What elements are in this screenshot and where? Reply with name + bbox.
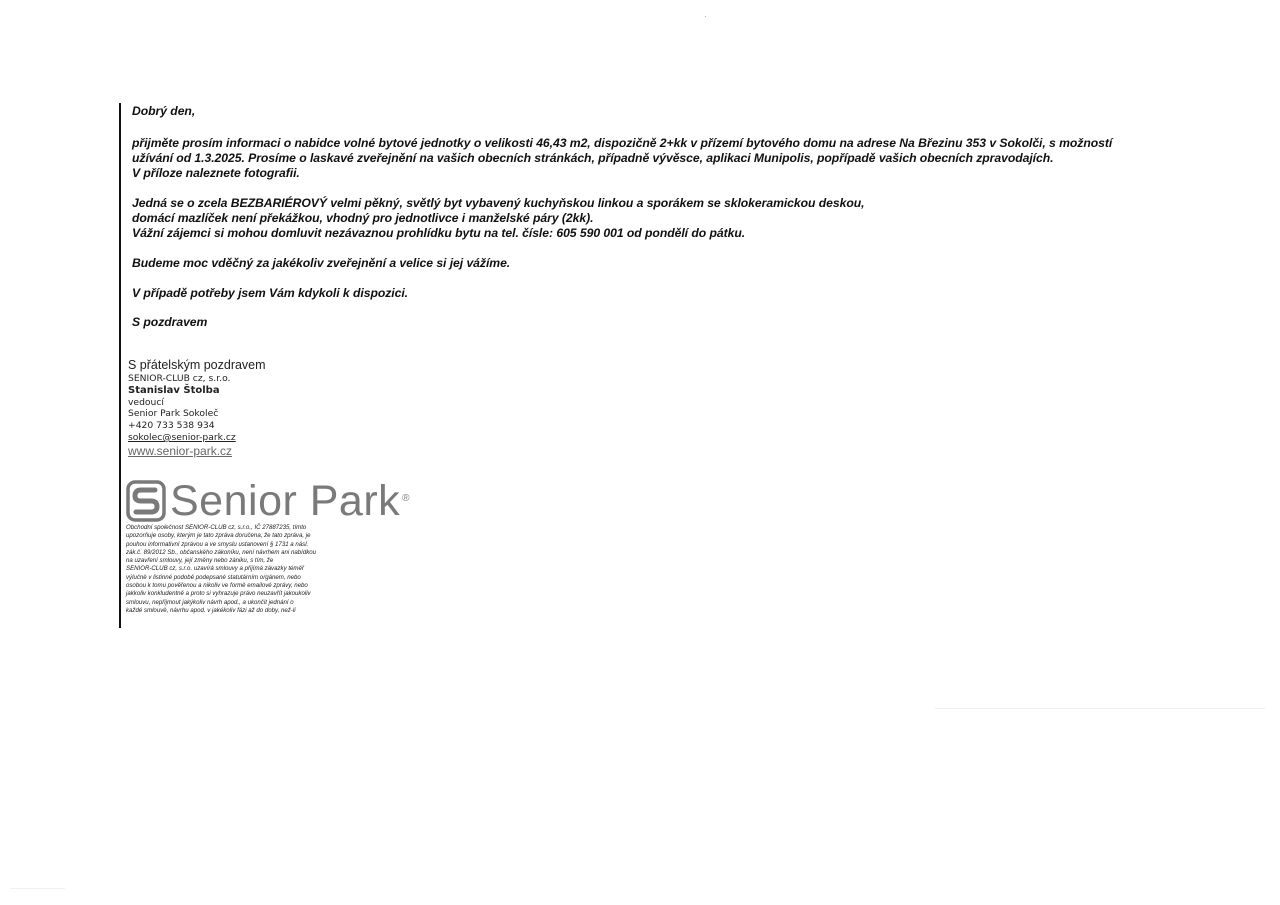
paragraph-availability: V případě potřeby jsem Vám kdykoli k dispozici. [132,286,409,300]
paragraph-offer [132,136,1212,181]
email-signature [128,358,428,458]
registered-mark: ® [402,493,410,504]
paragraph-line: Jedná se o zcela BEZBARIÉROVÝ velmi pěkný, světlý byt vybavený kuchyňskou linkou a sporákem se sklokeramickou deskou, [132,196,865,210]
disclaimer-line: každé smlouvě, návrhu apod. v jakékoliv fázi až do doby, než-li [126,606,296,614]
senior-park-logo [126,478,410,524]
signature-website-link[interactable]: www.senior-park.cz [128,443,233,458]
disclaimer-line: pouhou informativní zprávou a ve smyslu ustanovení § 1731 a násl. [126,540,309,548]
disclaimer-line: SENIOR-CLUB cz, s.r.o. uzavírá smlouvy a přijímá závazky téměř [126,565,304,573]
paragraph-description [132,196,1212,241]
signature-location: Senior Park Sokoleč [128,408,219,420]
scan-artifact-line [935,708,1265,709]
signature-company: SENIOR-CLUB cz, s.r.o. [128,373,231,384]
paragraph-thanks: Budeme moc vděčný za jakékoliv zveřejnění a velice si jej vážíme. [132,256,511,270]
paragraph-line: domácí mazlíček není překážkou, vhodný pro jednotlivce i manželské páry (2kk). [132,211,594,225]
senior-park-s-logo-icon [126,480,166,522]
paragraph-line: přijměte prosím informaci o nabidce volné bytové jednotky o velikosti 46,43 m2, dispozičně 2+kk v přízemí bytového domu na adrese Na Březinu 353 v Sokolči, s možností [132,136,1113,150]
email-greeting: Dobrý den, [132,104,196,118]
signature-role: vedoucí [128,396,164,408]
signature-phone: +420 733 538 934 [128,420,215,432]
signature-name: Stanislav Štolba [128,384,220,396]
disclaimer-line: upozorňuje osoby, kterým je tato zpráva doručena, že tato zpráva, je [126,532,311,540]
email-body [132,104,1212,330]
paragraph-line: Vážní zájemci si mohou domluvit nezávaznou prohlídku bytu na tel. čísle: 605 590 001 od pondělí do pátku. [132,226,746,240]
paragraph-line: V příloze naleznete fotografii. [132,166,300,180]
logo-wordmark: Senior Park [170,477,401,525]
disclaimer-line: osobou k tomu pověřenou a nikoliv ve formě emailové zprávy, nebo [126,582,308,590]
scan-artifact [705,16,706,17]
disclaimer-line: na uzavření smlouvy, její změny nebo zániku, s tím, že [126,557,274,565]
scan-artifact-line [10,888,65,889]
signature-greeting: S přátelským pozdravem [128,358,266,372]
legal-disclaimer [126,524,381,615]
email-closing: S pozdravem [132,315,208,329]
disclaimer-line: Obchodní společnost SENIOR-CLUB cz, s.r.o., IČ 27887235, tímto [126,524,307,531]
disclaimer-line: smlouvu, nepřijmout jakýkoliv návrh apod., a ukončit jednání o [126,598,294,606]
quote-bar [119,103,121,628]
signature-email-link[interactable]: sokolec@senior-park.cz [128,431,236,443]
disclaimer-line: jakkoliv konkludentně a proto si vyhrazuje právo neuzavřít jakoukoliv [126,590,311,598]
disclaimer-line: výlučně v listinné podobě podepsané statutárním orgánem, nebo [126,573,301,581]
paragraph-line: užívání od 1.3.2025. Prosíme o laskavé zveřejnění na vašich obecních stránkách, případně vývěsce, aplikaci Munipolis, popřípadě vašich obecních zpravodajích. [132,151,1054,165]
disclaimer-line: zák.č. 89/2012 Sb., občanského zákoníku, není návrhem ani nabídkou [126,548,317,556]
